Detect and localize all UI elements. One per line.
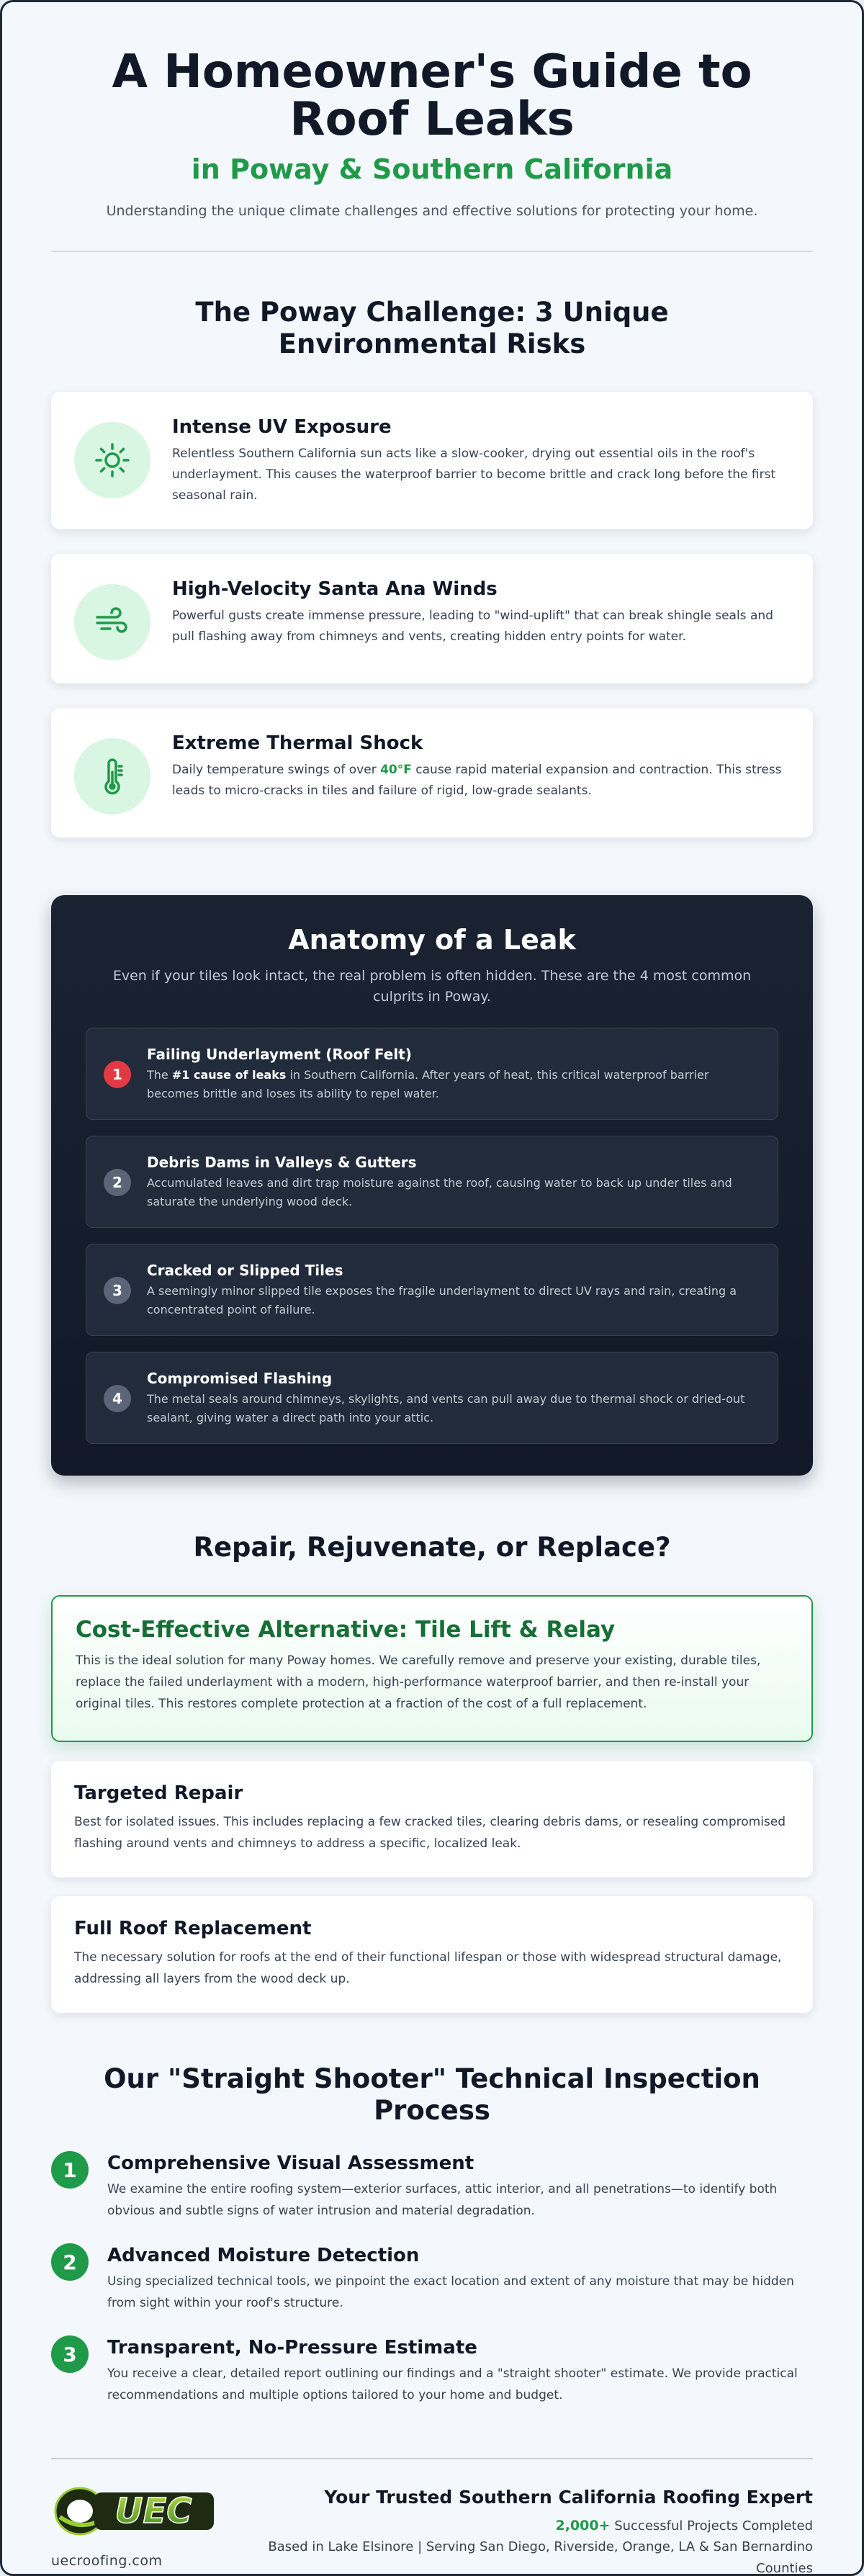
risk-title: Extreme Thermal Shock [172, 732, 423, 754]
repair-title: Repair, Rejuvenate, or Replace? [193, 1532, 671, 1563]
service-area: Based in Lake Elsinore | Serving San Diego, Riverside, Orange, LA & San Bernardino Counties [268, 2539, 813, 2576]
risk-text-part: cause rapid material expansion and contraction. This stress leads to micro-cracks in tiles and failure of rigid, low-grade sealants. [172, 763, 782, 798]
risk-title: Intense UV Exposure [172, 416, 392, 438]
leak-title: Compromised Flashing [147, 1370, 333, 1387]
risk-list [51, 392, 813, 838]
number-badge: 1 [104, 1061, 131, 1088]
projects-count: 2,000+ [555, 2518, 611, 2534]
process-title: Our "Straight Shooter" Technical Inspection Process [104, 2063, 760, 2126]
leak-item [86, 1028, 778, 1120]
repair-option-card [51, 1896, 813, 2013]
leak-title: Cracked or Slipped Tiles [147, 1262, 343, 1279]
leak-item [86, 1244, 778, 1336]
anatomy-panel [51, 895, 813, 1476]
risk-card-uv [51, 392, 813, 529]
step-text: You receive a clear, detailed report outlining our findings and a "straight shooter" estimate. We provide practical recommendations and multiple options tailored to your home and budget. [107, 2366, 798, 2402]
leak-text: Accumulated leaves and dirt trap moisture against the roof, causing water to back up under tiles and saturate the underlying wood deck. [147, 1176, 732, 1208]
step-number: 2 [51, 2243, 89, 2281]
wind-icon [74, 584, 150, 660]
footer [51, 2484, 813, 2576]
risk-card-wind [51, 554, 813, 683]
step-number: 3 [51, 2335, 89, 2373]
leak-text [147, 1066, 759, 1103]
process-step [51, 2151, 813, 2222]
process-steps [51, 2151, 813, 2406]
risk-text: Powerful gusts create immense pressure, leading to "wind-uplift" that can break shingle seals and pull flashing away from chimneys and vents, creating hidden entry points for water. [172, 609, 773, 644]
repair-option-text: Best for isolated issues. This includes replacing a few cracked tiles, clearing debris dams, or resealing compromised flashing around vents and chimneys to address a specific, localized leak. [74, 1815, 786, 1851]
anatomy-intro: Even if your tiles look intact, the real problem is often hidden. These are the 4 most common culprits in Poway. [112, 968, 752, 1005]
repair-option-featured [51, 1595, 813, 1742]
thermometer-icon [74, 738, 150, 814]
leak-text-part: in Southern California. After years of heat, this critical waterproof barrier becomes brittle and loses its ability to repel water. [147, 1068, 709, 1100]
leak-item [86, 1136, 778, 1228]
page-title: A Homeowner's Guide to Roof Leaks [112, 45, 752, 146]
step-title: Advanced Moisture Detection [107, 2245, 420, 2266]
page-intro: Understanding the unique climate challenges and effective solutions for protecting your home. [106, 203, 758, 219]
leak-emphasis: #1 cause of leaks [171, 1068, 287, 1082]
footer-tagline: Your Trusted Southern California Roofing Expert [324, 2487, 813, 2508]
divider [51, 251, 813, 252]
risk-text: Relentless Southern California sun acts like a slow-cooker, drying out essential oils in the roof's underlayment. This causes the waterproof barrier to become brittle and crack long before the first seasonal rain. [172, 446, 776, 503]
leak-text: A seemingly minor slipped tile exposes the fragile underlayment to direct UV rays and rain, creating a concentrated point of failure. [147, 1284, 737, 1316]
process-step [51, 2243, 813, 2314]
step-text: Using specialized technical tools, we pinpoint the exact location and extent of any moisture that may be hidden from sight within your roof's structure. [107, 2274, 794, 2310]
temperature-highlight: 40°F [380, 763, 412, 777]
risk-text [172, 760, 788, 802]
repair-option-card [51, 1761, 813, 1877]
leak-text: The metal seals around chimneys, skylights, and vents can pull away due to thermal shock or dried-out sealant, giving water a direct path into your attic. [147, 1392, 745, 1424]
leak-title: Failing Underlayment (Roof Felt) [147, 1046, 412, 1063]
step-title: Transparent, No-Pressure Estimate [107, 2337, 477, 2359]
logo-text: UEC [114, 2491, 192, 2531]
footer-divider [51, 2458, 813, 2459]
leak-list [86, 1028, 778, 1444]
company-logo[interactable] [51, 2484, 217, 2539]
leak-item [86, 1352, 778, 1444]
repair-option-text: This is the ideal solution for many Poway homes. We carefully remove and preserve your existing, durable tiles, replace the failed underlayment with a modern, high-performance waterproof barrier, and then re-install your original tiles. This restores complete protection at a fraction of the cost of a full replacement. [76, 1653, 761, 1711]
page-subtitle: in Poway & Southern California [191, 153, 673, 185]
repair-option-title: Cost-Effective Alternative: Tile Lift & Relay [76, 1617, 616, 1643]
repair-option-title: Targeted Repair [74, 1782, 243, 1804]
repair-option-text: The necessary solution for roofs at the end of their functional lifespan or those with widespread structural damage, addressing all layers from the wood deck up. [74, 1950, 782, 1986]
risk-text-part: Daily temperature swings of over [172, 763, 381, 777]
sun-icon [74, 422, 150, 498]
number-badge: 4 [104, 1385, 131, 1412]
step-title: Comprehensive Visual Assessment [107, 2153, 474, 2174]
number-badge: 3 [104, 1277, 131, 1304]
step-text: We examine the entire roofing system—exterior surfaces, attic interior, and all penetrations—to identify both obvious and subtle signs of water intrusion and material degradation. [107, 2182, 778, 2218]
website-link[interactable]: uecroofing.com [51, 2553, 163, 2569]
leak-title: Debris Dams in Valleys & Gutters [147, 1154, 417, 1171]
process-step [51, 2335, 813, 2406]
anatomy-title: Anatomy of a Leak [288, 924, 576, 956]
challenge-title: The Poway Challenge: 3 Unique Environmental Risks [195, 297, 669, 359]
repair-option-title: Full Roof Replacement [74, 1918, 312, 1939]
risk-card-thermal [51, 708, 813, 838]
leak-text-part: The [147, 1068, 172, 1082]
projects-label: Successful Projects Completed [610, 2518, 813, 2534]
risk-title: High-Velocity Santa Ana Winds [172, 578, 498, 600]
projects-stat [266, 2518, 813, 2534]
step-number: 1 [51, 2151, 89, 2189]
number-badge: 2 [104, 1169, 131, 1196]
